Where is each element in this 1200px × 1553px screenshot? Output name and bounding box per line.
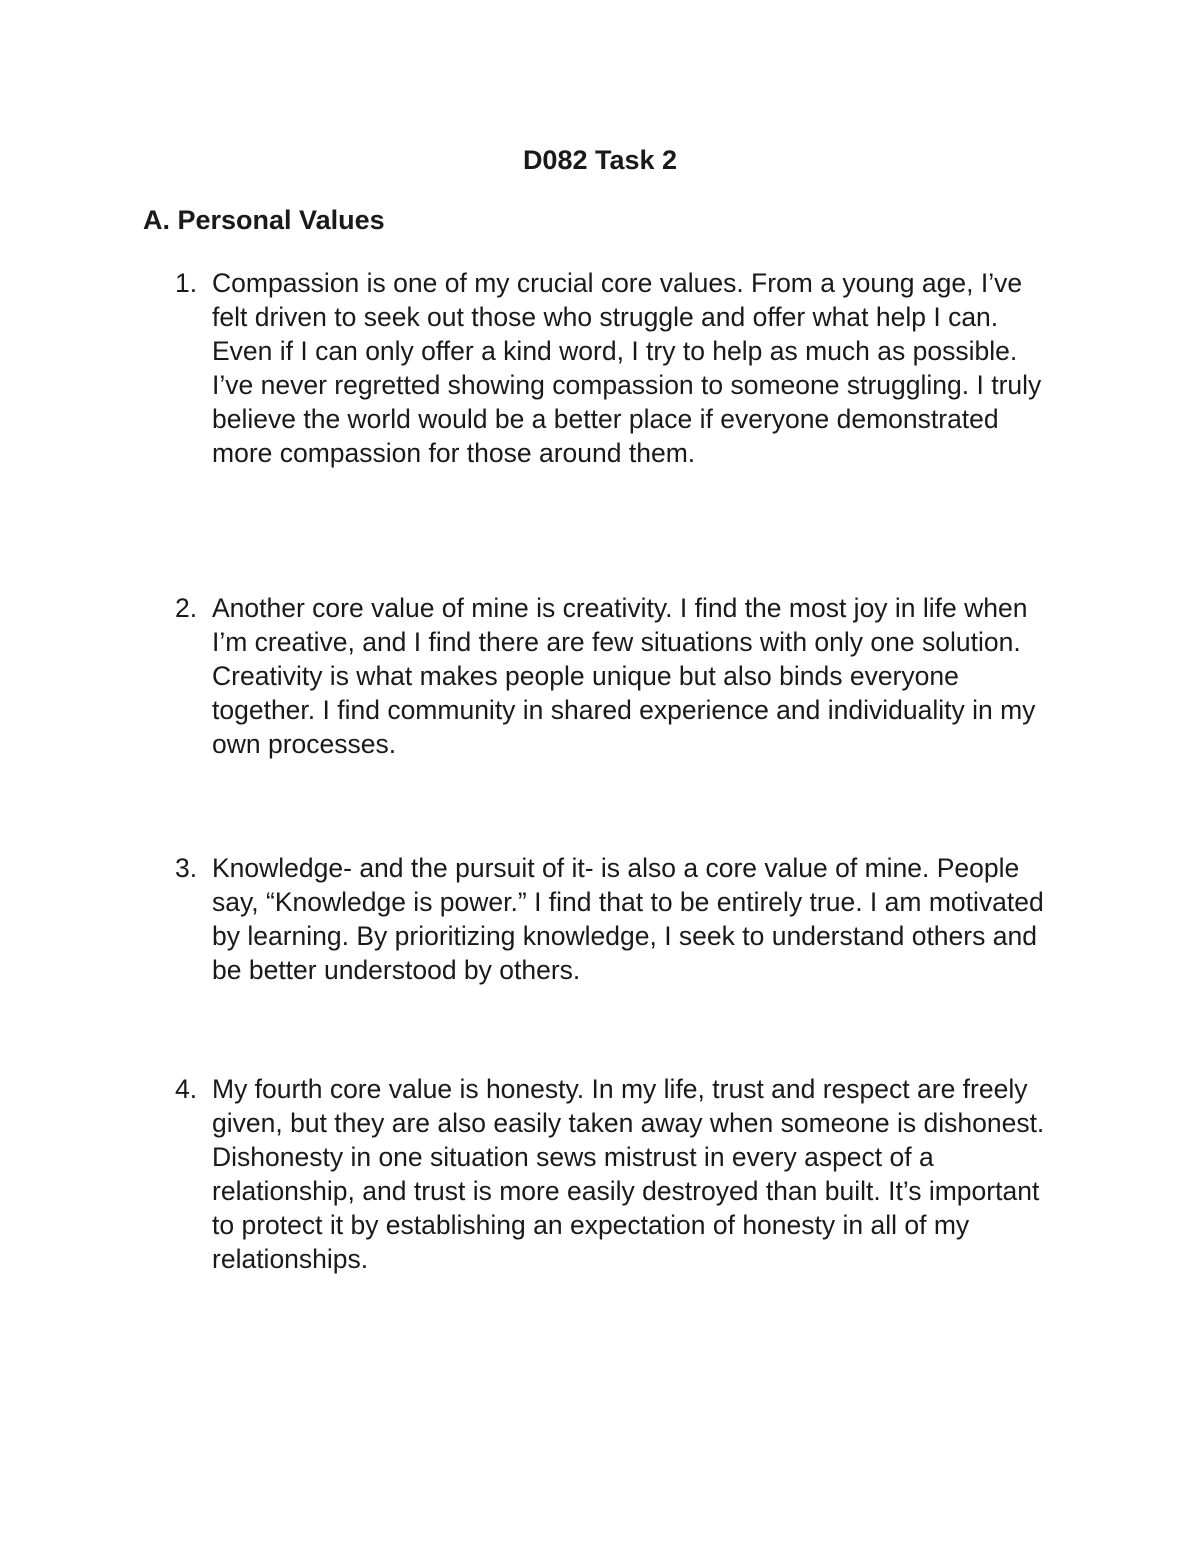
list-item-text: My fourth core value is honesty. In my life, trust and respect are freely given, but they are also easily taken away when someone is dishonest. Dishonesty in one situation sews mistrust in every aspect of a relationship, and trust is more easily destroyed than built. It’s important to protect it by establishing an expectation of honesty in all of my relationships.: [212, 1074, 1045, 1274]
list-item-number: 3.: [175, 853, 198, 883]
list-item-text: Knowledge- and the pursuit of it- is also a core value of mine. People say, “Knowledge is power.” I find that to be entirely true. I am motivated by learning. By prioritizing knowledge, I seek to understand others and be better understood by others.: [212, 853, 1044, 985]
list-item-number: 1.: [175, 268, 198, 298]
section-heading: A. Personal Values: [143, 205, 385, 235]
list-item: [175, 591, 1075, 761]
list-item-number: 2.: [175, 593, 198, 623]
list-item-number: 4.: [175, 1074, 198, 1104]
document-title: D082 Task 2: [522, 145, 678, 175]
list-item: [175, 1072, 1075, 1276]
list-item: [175, 851, 1075, 987]
list-item-text: Compassion is one of my crucial core values. From a young age, I’ve felt driven to seek out those who struggle and offer what help I can. Even if I can only offer a kind word, I try to help as much as possible. I’ve never regretted showing compassion to someone struggling. I truly believe the world would be a better place if everyone demonstrated more compassion for those around them.: [212, 268, 1042, 468]
list-item-text: Another core value of mine is creativity. I find the most joy in life when I’m creative, and I find there are few situations with only one solution. Creativity is what makes people unique but also binds everyone together. I find community in shared experience and individuality in my own processes.: [212, 593, 1036, 759]
list-item: [175, 266, 1075, 470]
